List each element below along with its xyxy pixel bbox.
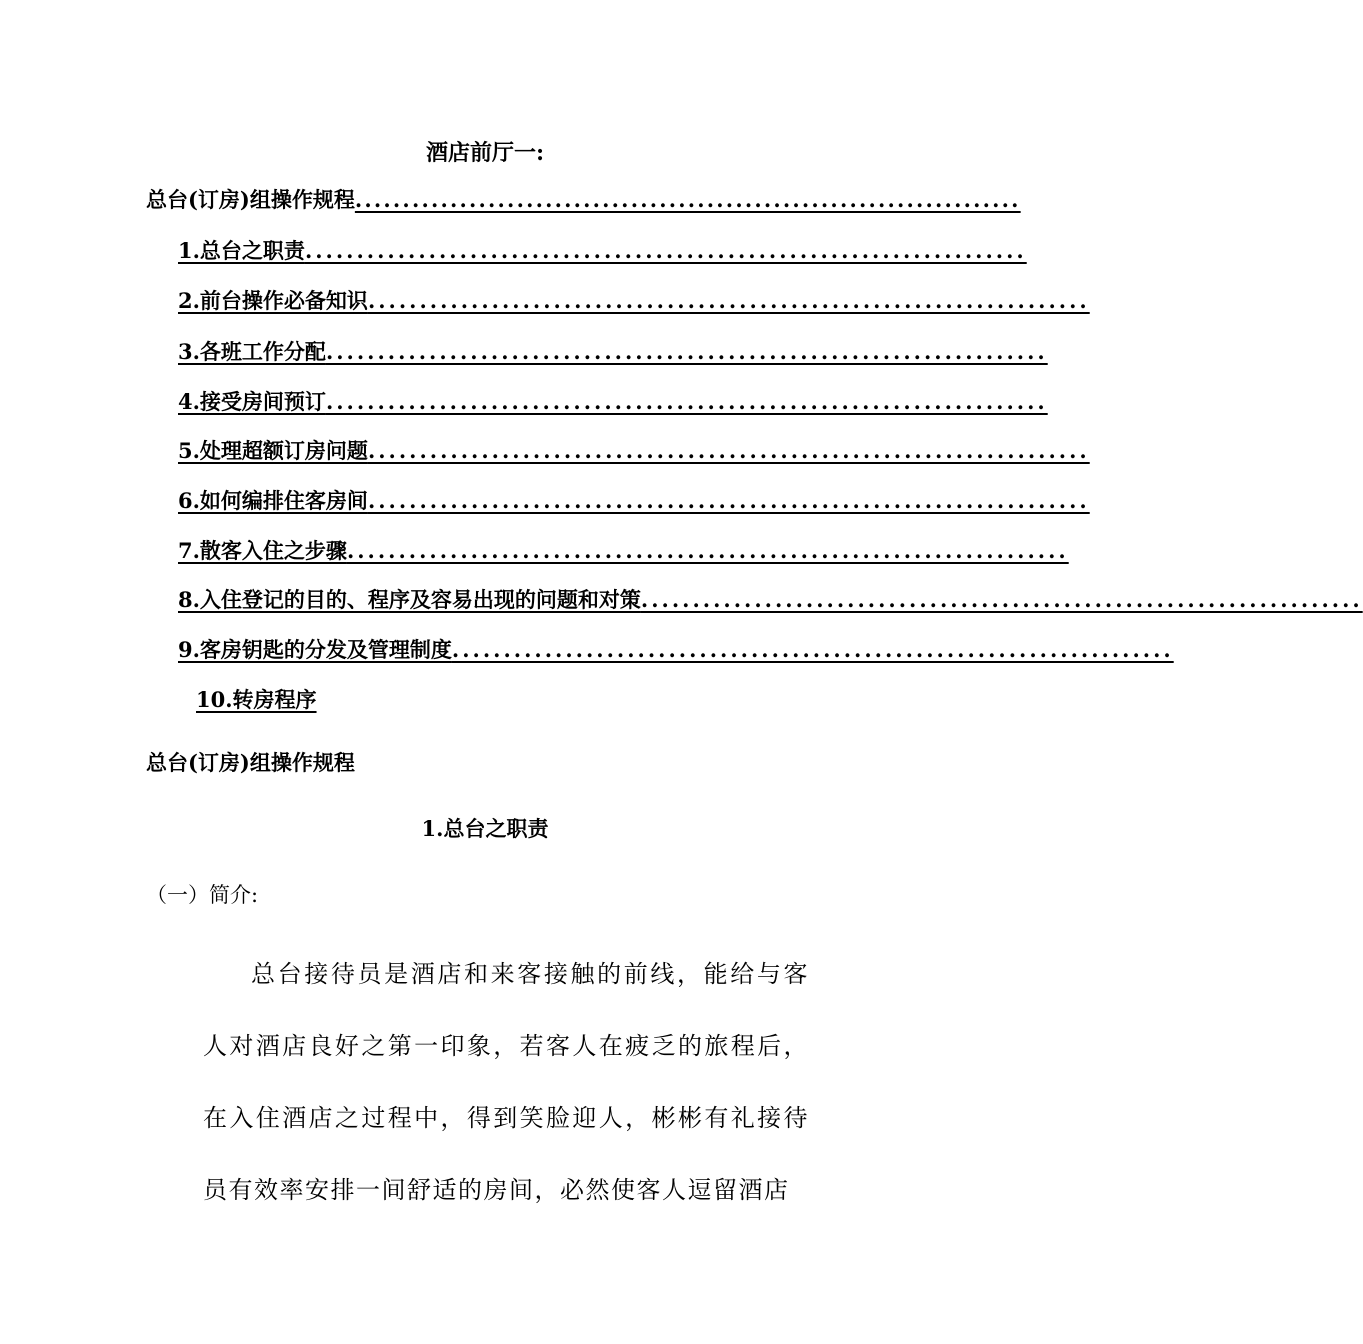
toc-leader-dots: ...................................................................... <box>354 187 1021 212</box>
toc-leader-dots: ...................................................................... <box>325 339 1048 364</box>
toc-entry-2[interactable] <box>178 284 1090 318</box>
toc-entry-label: 4.接受房间预订 <box>178 389 326 414</box>
toc-entry-label: 5.处理超额订房问题 <box>178 438 368 463</box>
toc-leader-dots: ...................................................................... <box>367 488 1090 513</box>
toc-entry-label: 6.如何编排住客房间 <box>178 488 368 513</box>
toc-entry-4[interactable] <box>178 385 1048 419</box>
toc-leader-dots: ...................................................................... <box>304 238 1027 263</box>
toc-entry-3[interactable] <box>178 335 1048 369</box>
toc-entry-1[interactable] <box>178 234 1027 268</box>
toc-entry-label: 8.入住登记的目的、程序及容易出现的问题和对策 <box>178 587 641 612</box>
intro-label: （一）简介: <box>146 883 259 907</box>
toc-entry-main[interactable] <box>146 183 1021 217</box>
toc-leader-dots: ...................................................................... <box>367 438 1090 463</box>
sub-heading: 1.总台之职责 <box>421 816 549 841</box>
toc-entry-5[interactable] <box>178 434 1090 468</box>
toc-entry-label: 1.总台之职责 <box>178 238 305 263</box>
toc-leader-dots: ...................................................................... <box>325 389 1048 414</box>
section-heading: 总台(订房)组操作规程 <box>146 750 355 775</box>
toc-entry-8[interactable] <box>178 583 1363 617</box>
toc-entry-label: 2.前台操作必备知识 <box>178 288 368 313</box>
toc-entry-label: 7.散客入住之步骤 <box>178 538 347 563</box>
toc-leader-dots: ...................................................................... <box>346 538 1069 563</box>
toc-leader-dots: ...................................................................... <box>640 587 1363 612</box>
toc-entry-6[interactable] <box>178 484 1090 518</box>
toc-entry-label: 总台(订房)组操作规程 <box>146 187 355 212</box>
toc-entry-label: 3.各班工作分配 <box>178 339 326 364</box>
page-title: 酒店前厅一: <box>425 140 545 166</box>
toc-entry-7[interactable] <box>178 534 1069 568</box>
toc-entry-10[interactable]: 10.转房程序 <box>196 687 317 712</box>
toc-entry-label: 9.客房钥匙的分发及管理制度 <box>178 637 452 662</box>
body-paragraph: 总台接待员是酒店和来客接触的前线，能给与客人对酒店良好之第一印象，若客人在疲乏的旅程后，在入住酒店之过程中，得到笑脸迎人，彬彬有礼接待员有效率安排一间舒适的房间，必然使客人逗留酒店 <box>203 960 809 1204</box>
toc-leader-dots: ...................................................................... <box>451 637 1174 662</box>
toc-entry-9[interactable] <box>178 633 1174 667</box>
toc-leader-dots: ...................................................................... <box>367 288 1090 313</box>
